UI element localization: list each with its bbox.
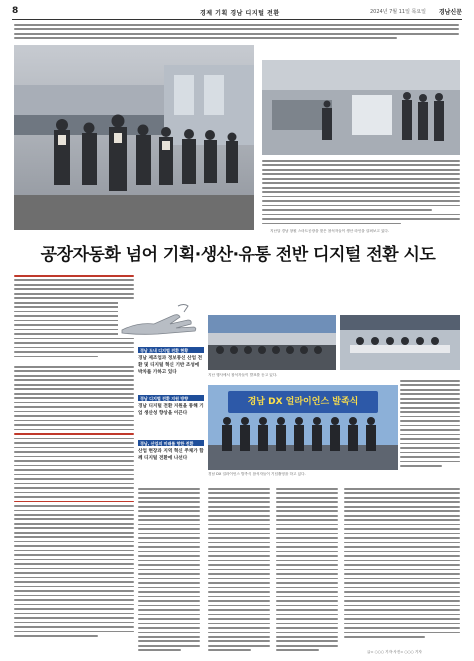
publication-date: 2024년 7월 11일 목요일 bbox=[369, 9, 426, 15]
bottom-col-2 bbox=[208, 488, 270, 654]
subhead-2-summary: 경남 디지털 전환 지원을 통해 기업 생산성 향상을 이끈다 bbox=[138, 404, 204, 416]
robot-hand-photo bbox=[118, 300, 206, 338]
right-column-text bbox=[400, 380, 460, 470]
photo-2-caption: 지난 행사에서 참석자들이 발표를 듣고 있다. bbox=[208, 373, 278, 377]
factory-visit-image bbox=[14, 45, 254, 230]
main-photo bbox=[14, 45, 254, 230]
seminar-photo bbox=[208, 315, 336, 370]
newspaper-brand: 경남신문 bbox=[438, 9, 462, 16]
seminar-image bbox=[208, 315, 336, 370]
bottom-col-4 bbox=[344, 488, 460, 640]
left-column-text-1 bbox=[14, 275, 134, 360]
right-photo bbox=[262, 60, 460, 155]
right-top-text bbox=[262, 160, 460, 227]
subhead-1-label: 경남 도내 디지털 전환 현황 bbox=[140, 348, 189, 353]
photo-3-caption: 경남 DX 얼라이언스 발족식 참석자들이 기념촬영을 하고 있다. bbox=[208, 472, 306, 476]
bottom-col-1 bbox=[138, 488, 200, 654]
reporter-credit: 글= ○○○ 기자·사진= ○○○ 기자 bbox=[367, 650, 422, 654]
meeting-image bbox=[340, 315, 460, 370]
section-title: 경제 기획 경남 디지털 전환 bbox=[200, 10, 280, 17]
event-banner-text: 경남 DX 얼라이언스 발족식 bbox=[247, 397, 359, 407]
robot-hand-icon bbox=[118, 300, 206, 338]
subhead-2-label: 경남 디지털 전환 지원 방향 bbox=[140, 396, 189, 401]
subhead-3-summary: 산업 현장과 지역 혁신 주체가 함께 디지털 전환에 나선다 bbox=[138, 449, 204, 461]
bottom-col-3 bbox=[276, 488, 338, 654]
subhead-1-summary: 경남 제조업과 정보통신 산업 전환 및 디지털 혁신 기반 조성에 박차를 가하고 있다 bbox=[138, 356, 203, 375]
page-header bbox=[12, 6, 462, 20]
left-column-text-2 bbox=[14, 366, 134, 640]
main-headline: 공장자동화 넘어 기획·생산·유통 전반 디지털 전환 시도 bbox=[40, 245, 436, 265]
alliance-launch-photo bbox=[208, 385, 398, 470]
subhead-3 bbox=[138, 440, 204, 446]
meeting-photo bbox=[340, 315, 460, 370]
subhead-1 bbox=[138, 347, 204, 353]
main-photo-caption: 지난달 경남 창원 스마트공장을 찾은 참석자들이 생산 라인을 살펴보고 있다. bbox=[270, 229, 390, 233]
page-number: 8 bbox=[12, 6, 19, 16]
subhead-2 bbox=[138, 395, 204, 401]
intro-text-block bbox=[14, 24, 459, 42]
factory-line-image bbox=[262, 60, 460, 155]
subhead-3-label: 경남, 산업의 미래를 향한 전환 bbox=[140, 441, 194, 446]
